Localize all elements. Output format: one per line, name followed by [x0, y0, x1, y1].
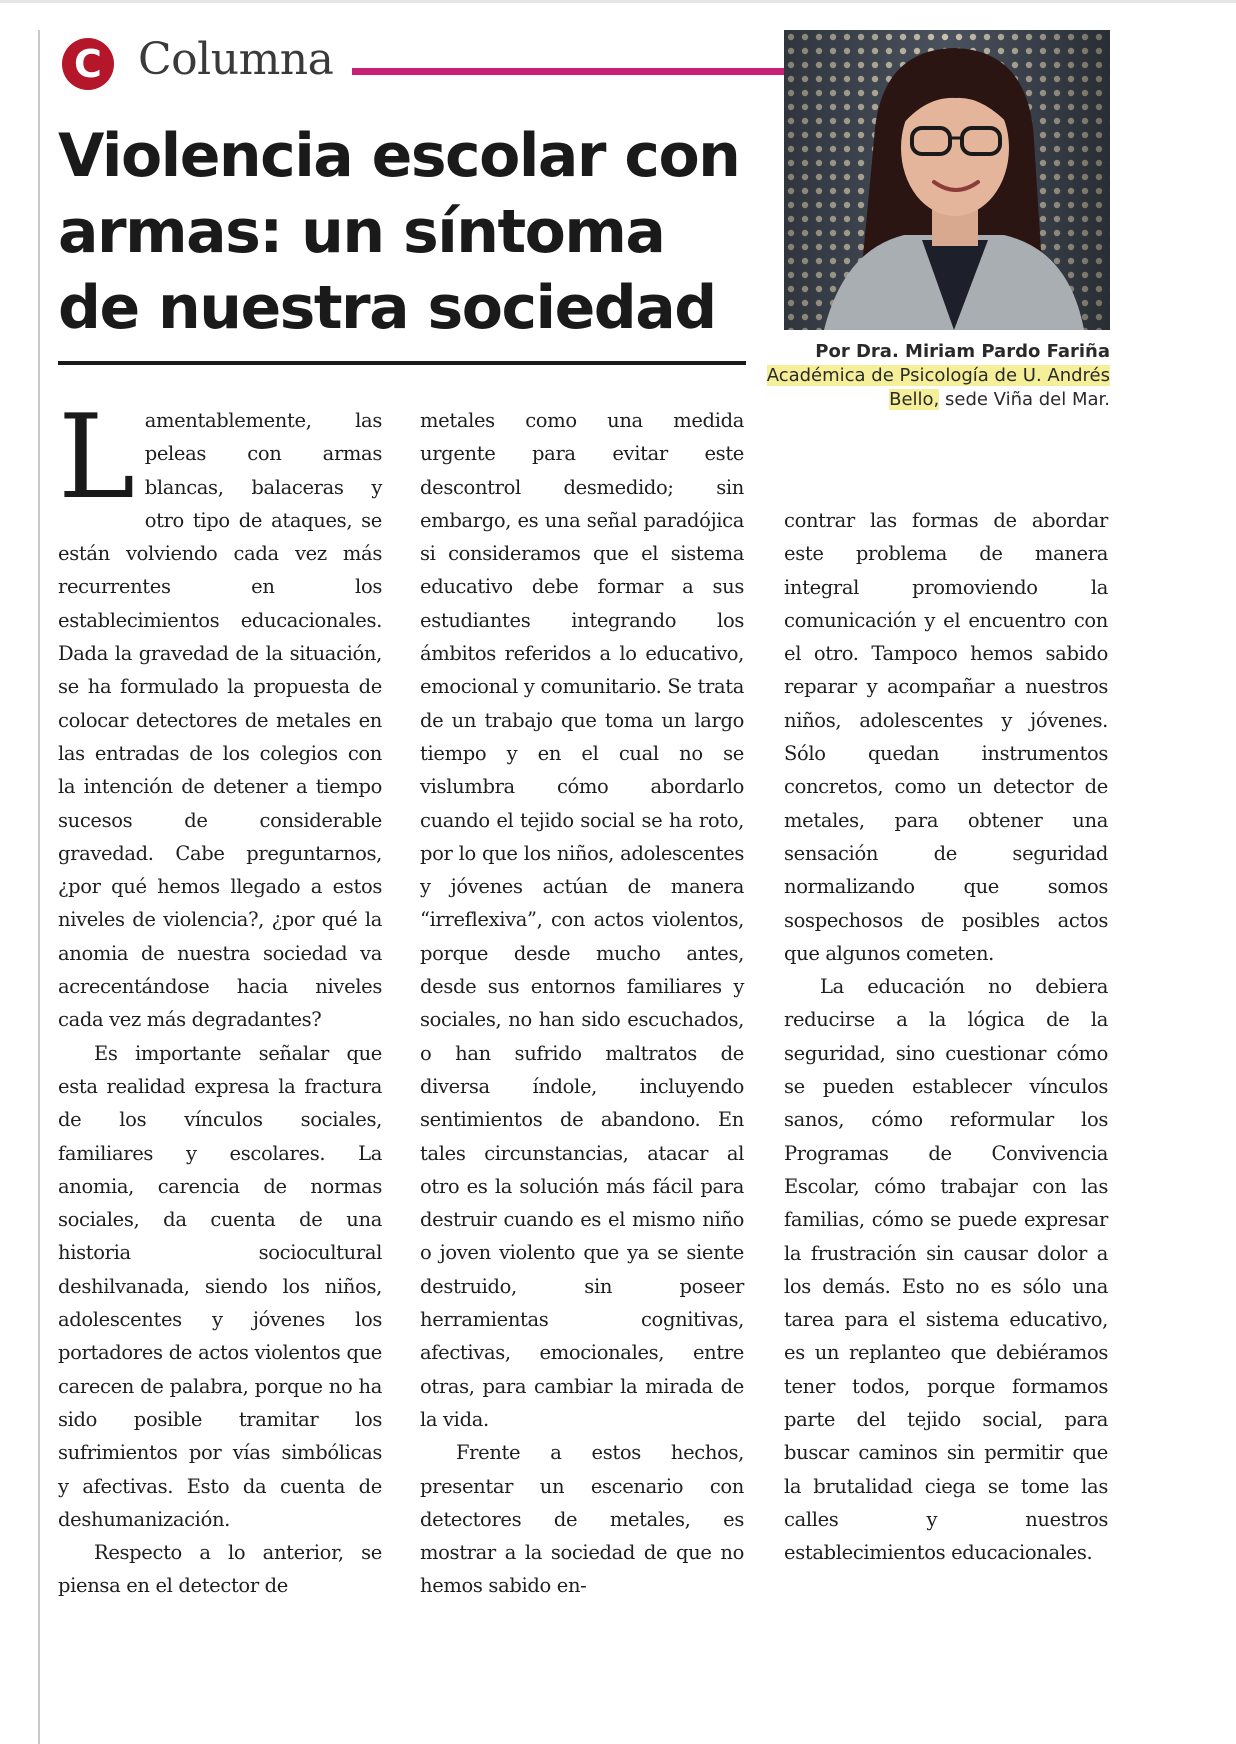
author-affiliation: sede Viña del Mar.	[939, 389, 1110, 410]
paragraph-3: Respecto a lo anterior, se piensa en el detector de	[58, 1541, 382, 1598]
author-portrait-illustration	[784, 30, 1110, 330]
author-name: Por Dra. Miriam Pardo Fariña	[815, 341, 1110, 362]
page-left-rule	[38, 30, 40, 1744]
author-affiliation-highlighted: Académica de Psicología de U. Andrés Bello,	[766, 365, 1110, 410]
headline-underline	[58, 361, 746, 365]
paragraph-5: La educación no debiera reducirse a la lógica de la seguridad, sino cuestionar cómo se pueden establecer vínculos sanos, cómo reformular los Programas de Convivencia Escolar, cómo trabajar con las familias, cómo se puede expresar la frustración sin causar dolor a los demás. Esto no es sólo una tarea para el sistema educativo, es un replanteo que debiéramos tener todos, porque formamos parte del tejido social, para buscar caminos sin permitir que la brutalidad ciega se tome las calles y nuestros establecimientos educacionales.	[784, 975, 1108, 1565]
author-photo	[784, 30, 1110, 330]
section-divider-bar	[352, 68, 784, 75]
author-byline	[760, 340, 1110, 412]
paragraph-4-continued: contrar las formas de abordar este problema de manera integral promoviendo la comunicación y el encuentro con el otro. Tampoco hemos sabido reparar y acompañar a nuestros niños, adolescentes y jóvenes. Sólo quedan instrumentos concretos, como un detector de metales, para obtener una sensación de seguridad normalizando que somos sospechosos de posibles actos que algunos cometen.	[784, 509, 1108, 965]
headline-line-2: armas: un síntoma	[58, 197, 665, 267]
headline-line-1: Violencia escolar con	[58, 121, 740, 191]
article-headline	[58, 118, 758, 346]
article-column-3	[784, 504, 1108, 1570]
section-logo-icon: C	[62, 38, 114, 90]
paragraph-4: Frente a estos hechos, presentar un escenario con detectores de metales, es mostrar a la sociedad de que no hemos sabido en-	[420, 1441, 744, 1598]
paragraph-3-continued: metales como una medida urgente para evitar este descontrol desmedido; sin embargo, es una señal paradójica si consideramos que el sistema educativo debe formar a sus estudiantes integrando los ámbitos referidos a lo educativo, emocional y comunitario. Se trata de un trabajo que toma un largo tiempo y en el cual no se vislumbra cómo abordarlo cuando el tejido social se ha roto, por lo que los niños, adolescentes y jóvenes actúan de manera “irreflexiva”, con actos violentos, porque desde mucho antes, desde sus entornos familiares y sociales, no han sido escuchados, o han sufrido maltratos de diversa índole, incluyendo sentimientos de abandono. En tales circunstancias, atacar al otro es la solución más fácil para destruir cuando es el mismo niño o joven violento que ya se siente destruido, sin poseer herramientas cognitivas, afectivas, emocionales, entre otras, para cambiar la mirada de la vida.	[420, 409, 744, 1431]
article-column-1	[58, 390, 382, 1603]
section-header	[62, 32, 782, 100]
paragraph-1: amentablemente, las peleas con armas blancas, balaceras y otro tipo de ataques, se están volviendo cada vez más recurrentes en los establecimientos educacionales. Dada la gravedad de la situación, se ha formulado la propuesta de colocar detectores de metales en las entradas de los colegios con la intención de detener a tiempo sucesos de considerable gravedad. Cabe preguntarnos, ¿por qué hemos llegado a estos niveles de violencia?, ¿por qué la anomia de nuestra sociedad va acrecentándose hacia niveles cada vez más degradantes?	[58, 409, 382, 1032]
drop-cap: L	[58, 390, 135, 525]
headline-line-3: de nuestra sociedad	[58, 273, 716, 343]
article-column-2	[420, 404, 744, 1603]
paragraph-2: Es importante señalar que esta realidad expresa la fractura de los vínculos sociales, familiares y escolares. La anomia, carencia de normas sociales, da cuenta de una historia sociocultural deshilvanada, siendo los niños, adolescentes y jóvenes los portadores de actos violentos que carecen de palabra, porque no ha sido posible tramitar los sufrimientos por vías simbólicas y afectivas. Esto da cuenta de deshumanización.	[58, 1041, 382, 1531]
section-label: Columna	[138, 34, 334, 85]
page-top-edge	[0, 0, 1236, 3]
